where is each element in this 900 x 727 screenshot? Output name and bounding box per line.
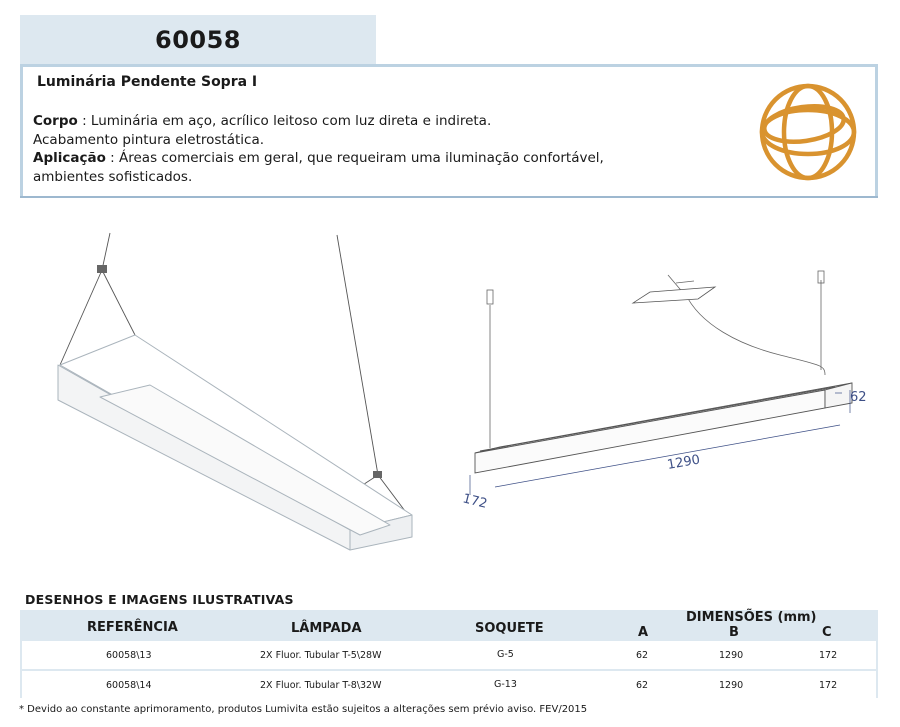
frame-top-border [20, 64, 878, 67]
cell-referencia: 60058\13 [106, 650, 152, 661]
globe-logo-icon [752, 80, 864, 184]
aplicacao-text: : Áreas comerciais em geral, que requeiram uma iluminação confortável, [105, 150, 604, 166]
cell-c: 172 [819, 680, 838, 691]
corpo-text: : Luminária em aço, acrílico leitoso com luz direta e indireta. [77, 113, 492, 129]
product-description [33, 112, 673, 186]
product-name: Luminária Pendente Sopra I [37, 74, 258, 90]
corpo-text-2: Acabamento pintura eletrostática. [33, 131, 265, 148]
dimension-b-label: 1290 [666, 452, 702, 473]
product-code-box [20, 15, 376, 65]
header-a: A [638, 625, 649, 640]
frame-right-border [875, 64, 878, 198]
cell-referencia: 60058\14 [106, 680, 152, 691]
table-row [22, 671, 876, 699]
header-b: B [729, 625, 739, 640]
aplicacao-text-2: ambientes sofisticados. [33, 168, 193, 185]
cell-lampada: 2X Fluor. Tubular T-8\32W [260, 680, 382, 691]
header-lampada: LÂMPADA [291, 621, 362, 636]
header-c: C [822, 625, 832, 640]
drawings-title: DESENHOS E IMAGENS ILUSTRATIVAS [25, 592, 294, 607]
dimension-c-label: 172 [461, 491, 489, 512]
cell-soquete: G-5 [497, 649, 514, 660]
header-soquete: SOQUETE [475, 621, 544, 636]
table-row [22, 641, 876, 669]
cell-c: 172 [819, 650, 838, 661]
cell-a: 62 [636, 680, 649, 691]
cell-a: 62 [636, 650, 649, 661]
header-referencia: REFERÊNCIA [87, 620, 178, 635]
corpo-label: Corpo [33, 113, 78, 129]
frame-left-border [20, 64, 23, 198]
footnote: * Devido ao constante aprimoramento, produtos Lumivita estão sujeitos a alterações sem prévio aviso. FEV/2015 [19, 704, 588, 715]
cell-lampada: 2X Fluor. Tubular T-5\28W [260, 650, 382, 661]
pendant-perspective-drawing [30, 225, 430, 560]
frame-divider [20, 196, 878, 198]
product-code: 60058 [155, 26, 241, 54]
aplicacao-label: Aplicação [33, 150, 106, 166]
cell-soquete: G-13 [494, 679, 517, 690]
dimension-a-label: 62 [850, 390, 867, 405]
cell-b: 1290 [719, 680, 744, 691]
header-dimensoes: DIMENSÕES (mm) [686, 610, 817, 625]
cell-b: 1290 [719, 650, 744, 661]
pendant-dimension-drawing [440, 265, 880, 515]
